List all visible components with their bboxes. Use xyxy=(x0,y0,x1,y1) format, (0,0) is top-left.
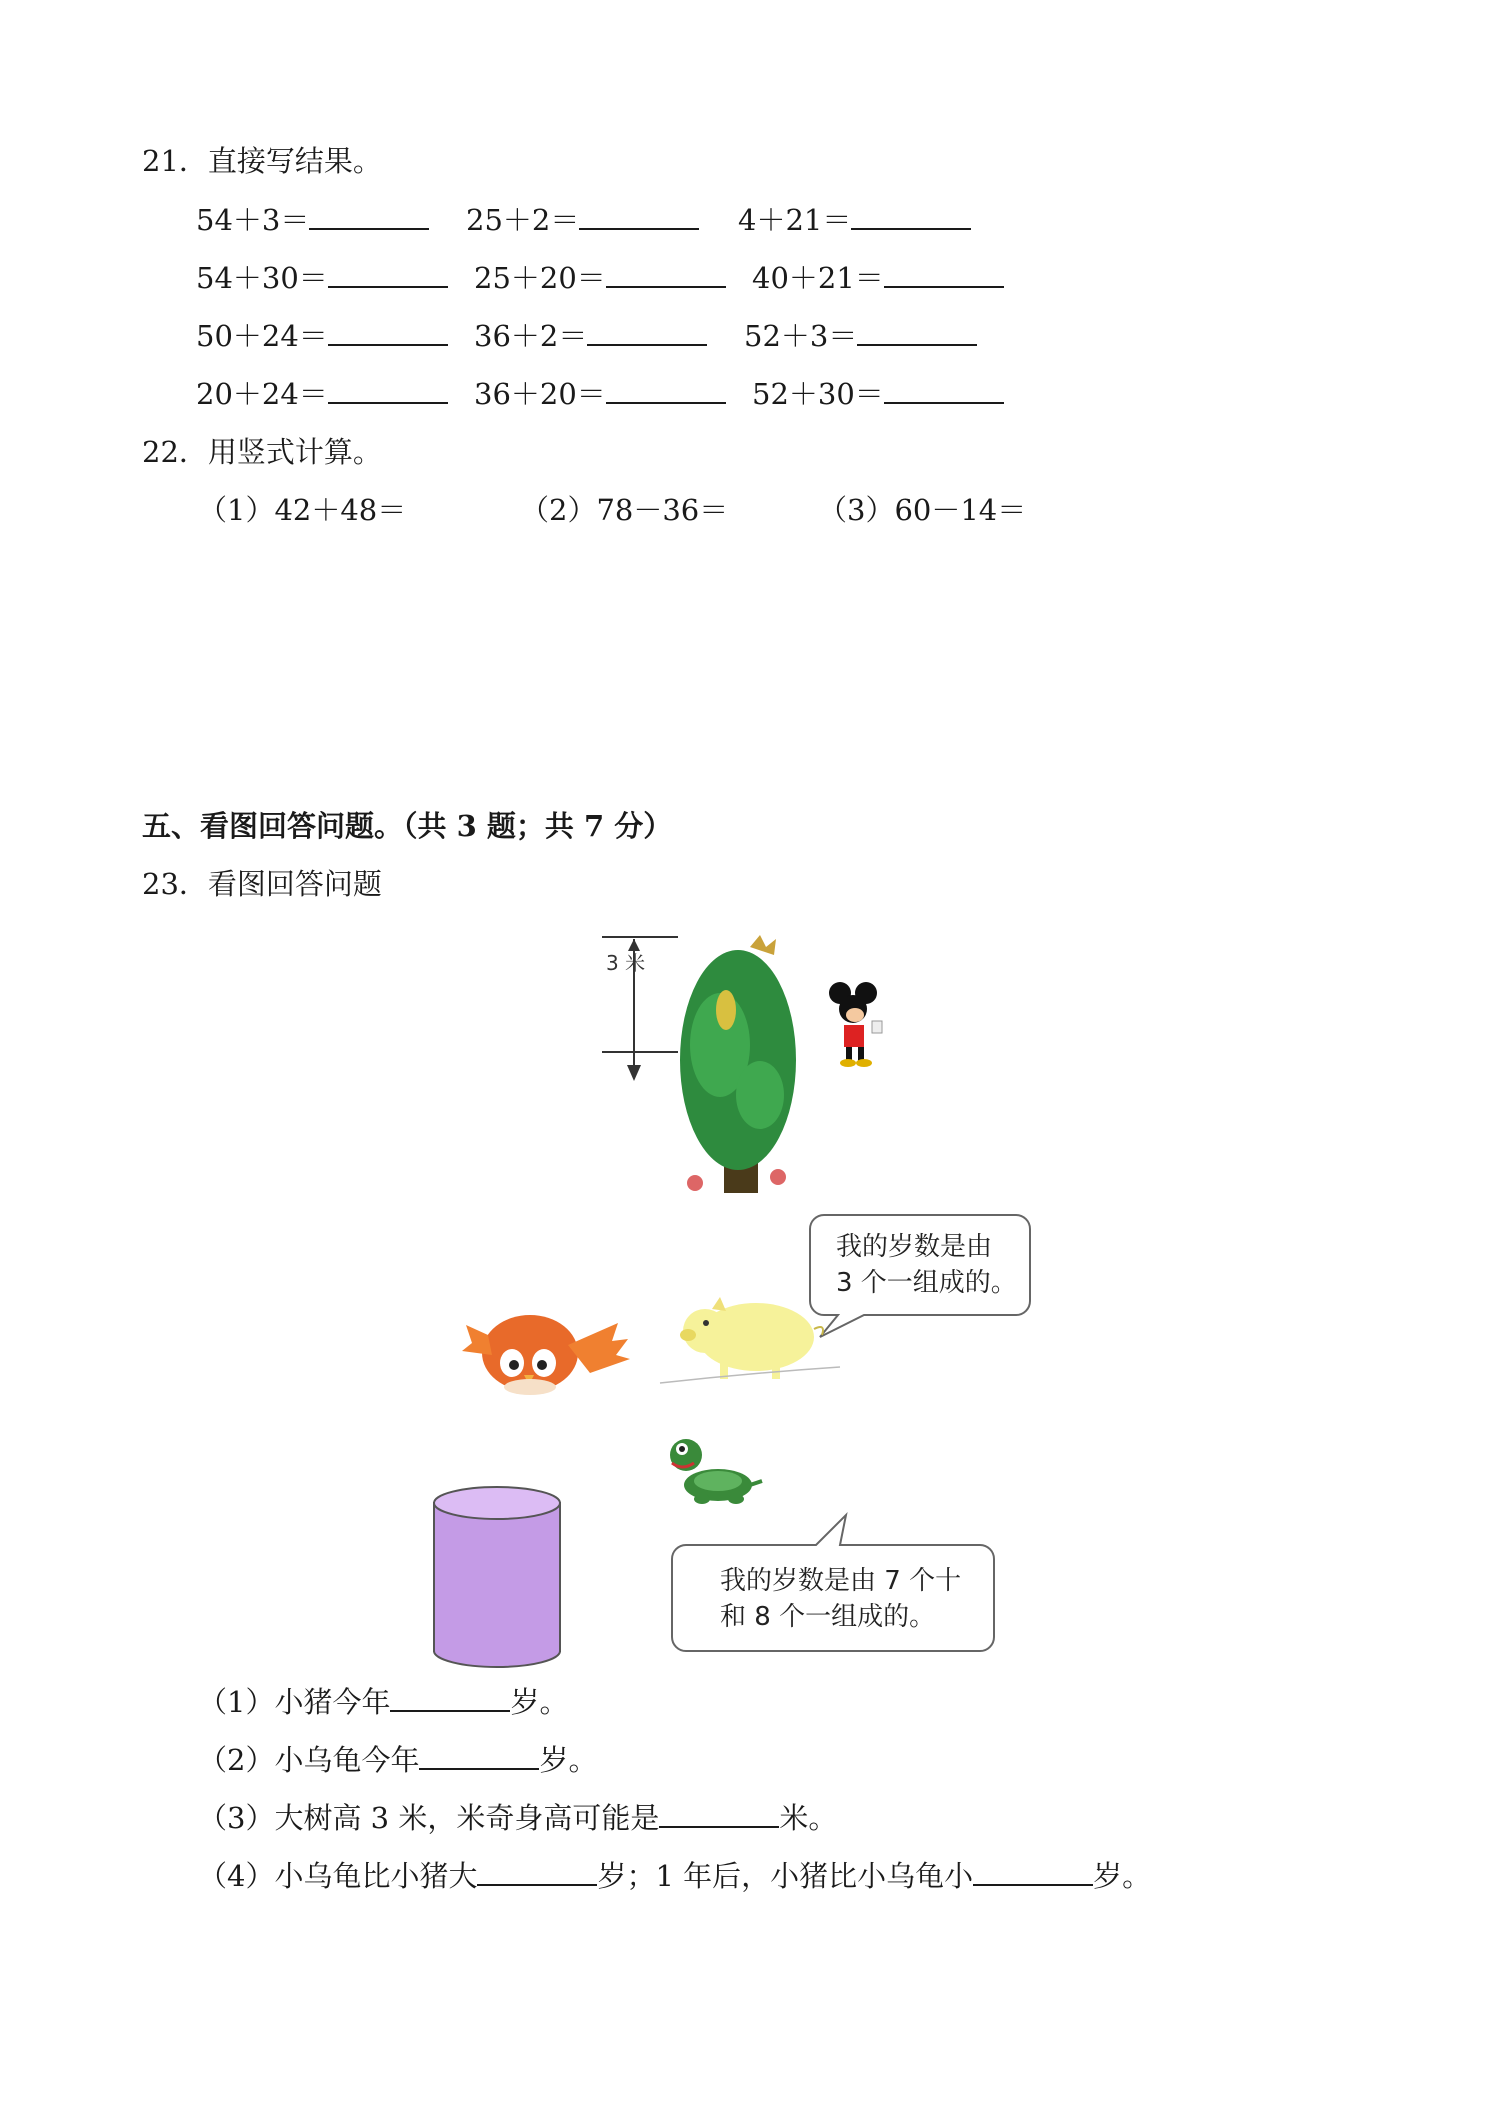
q21-expr: 50＋24＝ xyxy=(196,316,448,354)
answer-blank[interactable] xyxy=(851,200,971,230)
answer-blank[interactable] xyxy=(328,258,448,288)
answer-blank[interactable] xyxy=(884,374,1004,404)
q22-item: （3）60－14＝ xyxy=(818,493,1027,527)
height-measure-icon xyxy=(602,937,678,1081)
answer-blank[interactable] xyxy=(659,1798,779,1828)
q21-expr: 36＋20＝ xyxy=(474,374,726,412)
answer-blank[interactable] xyxy=(477,1856,597,1886)
q21-expr: 52＋30＝ xyxy=(752,374,1004,412)
answer-blank[interactable] xyxy=(606,374,726,404)
q21-expr: 20＋24＝ xyxy=(196,374,448,412)
q21-expr: 4＋21＝ xyxy=(738,200,971,238)
q23-illustration xyxy=(420,925,1060,1685)
q23-sub-3: （3）大树高 3 米，米奇身高可能是 米。 xyxy=(198,1798,837,1836)
answer-blank[interactable] xyxy=(328,374,448,404)
q22-item: （1）42＋48＝ xyxy=(198,493,407,527)
q21-expr: 40＋21＝ xyxy=(752,258,1004,296)
pig-bubble-line: 3 个一组成的。 xyxy=(836,1268,1017,1298)
q21-expr: 52＋3＝ xyxy=(744,316,977,354)
answer-blank[interactable] xyxy=(579,200,699,230)
answer-blank[interactable] xyxy=(328,316,448,346)
q23-sub-1: （1）小猪今年 岁。 xyxy=(198,1682,568,1720)
cylinder-icon xyxy=(434,1487,560,1667)
q23-title: 23．看图回答问题 xyxy=(142,867,382,901)
q21-expr: 25＋2＝ xyxy=(466,200,699,238)
measure-label: 3 米 xyxy=(606,951,646,975)
q21-expr: 54＋3＝ xyxy=(196,200,429,238)
answer-blank[interactable] xyxy=(419,1740,539,1770)
answer-blank[interactable] xyxy=(884,258,1004,288)
turtle-icon xyxy=(670,1439,762,1504)
q23-sub-4: （4）小乌龟比小猪大 岁；1 年后，小猪比小乌龟小 岁。 xyxy=(198,1856,1151,1894)
pig-speech-bubble xyxy=(810,1215,1030,1337)
q21-expr: 36＋2＝ xyxy=(474,316,707,354)
answer-blank[interactable] xyxy=(309,200,429,230)
answer-blank[interactable] xyxy=(606,258,726,288)
q23-sub-2: （2）小乌龟今年 岁。 xyxy=(198,1740,597,1778)
turtle-bubble-line: 我的岁数是由 7 个十 xyxy=(720,1566,962,1596)
mickey-icon xyxy=(829,982,882,1067)
pig-bubble-line: 我的岁数是由 xyxy=(836,1232,993,1262)
q22-item: （2）78－36＝ xyxy=(520,493,729,527)
q21-expr: 54＋30＝ xyxy=(196,258,448,296)
tree-icon xyxy=(680,935,796,1193)
answer-blank[interactable] xyxy=(390,1682,510,1712)
q22-title: 22．用竖式计算。 xyxy=(142,435,382,469)
bird-icon xyxy=(462,1315,630,1395)
turtle-bubble-line: 和 8 个一组成的。 xyxy=(720,1602,936,1632)
answer-blank[interactable] xyxy=(587,316,707,346)
q21-title: 21．直接写结果。 xyxy=(142,144,382,178)
section-heading: 五、看图回答问题。（共 3 题；共 7 分） xyxy=(142,809,673,843)
answer-blank[interactable] xyxy=(973,1856,1093,1886)
q21-expr: 25＋20＝ xyxy=(474,258,726,296)
turtle-speech-bubble xyxy=(672,1515,994,1651)
answer-blank[interactable] xyxy=(857,316,977,346)
